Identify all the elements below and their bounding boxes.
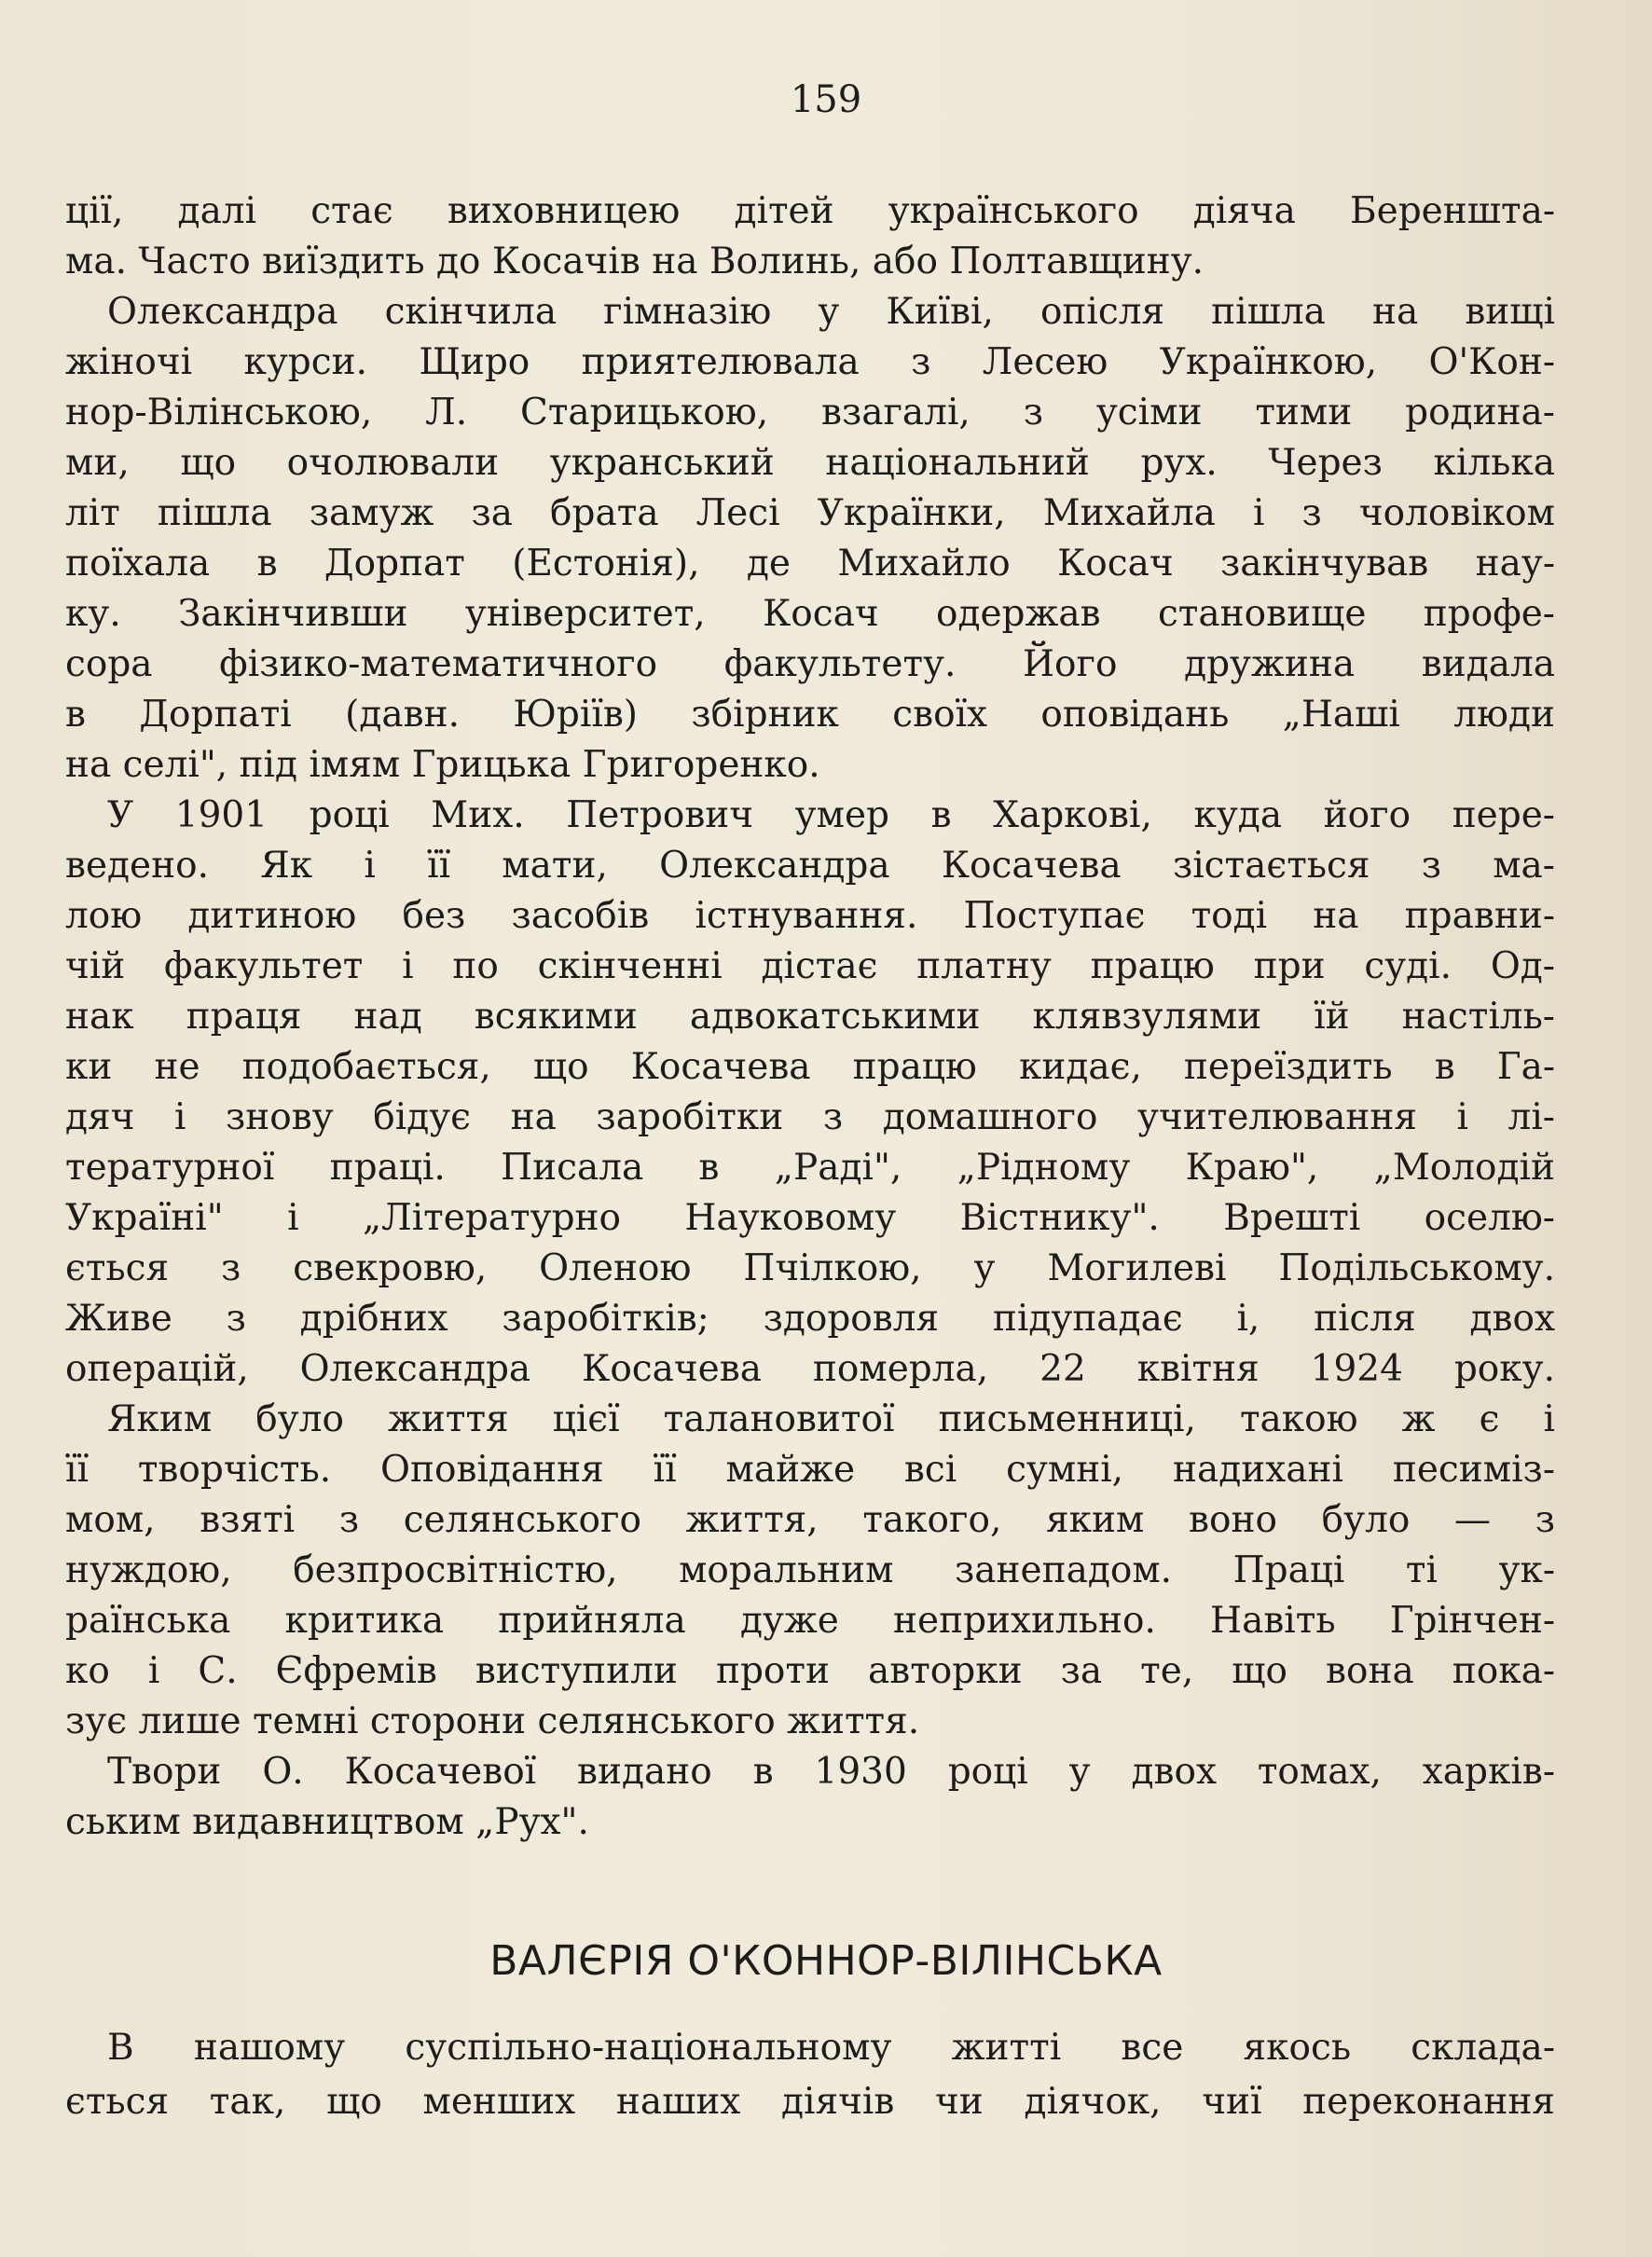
text-line: ється з свекровю, Оленою Пчілкою, у Могилеві Подільському. — [65, 1247, 1555, 1289]
text-line: В нашому суспільно-національному житті все якось склада- — [107, 2027, 1555, 2069]
text-line: Олександра скінчила гімназію у Київі, опісля пішла на вищі — [107, 291, 1555, 333]
text-line: ко і С. Єфремів виступили проти авторки за те, що вона пока- — [65, 1650, 1555, 1692]
page-number: 159 — [790, 78, 862, 121]
section-heading: ВАЛЄРІЯ О'КОННОР-ВІЛІНСЬКА — [489, 1937, 1163, 1985]
text-line: ку. Закінчивши університет, Косач одержав становище профе- — [65, 593, 1555, 635]
text-line: Твори О. Косачевої видано в 1930 році у двох томах, харків- — [107, 1751, 1555, 1793]
text-line: раїнська критика прийняла дуже неприхильно. Навіть Грінчен- — [65, 1600, 1555, 1642]
text-line: ється так, що менших наших діячів чи діячок, чиї переконання — [65, 2081, 1555, 2123]
text-line: ції, далі стає виховницею дітей українського діяча Беренштa- — [65, 190, 1555, 232]
text-line: Яким було життя цієї талановитої письменниці, такою ж є і — [107, 1398, 1555, 1440]
text-line: нуждою, безпросвітністю, моральним занепадом. Праці ті ук- — [65, 1549, 1555, 1591]
body-text-continued — [65, 2021, 1555, 2129]
text-line: лою дитиною без засобів істнування. Поступає тоді на правни- — [65, 895, 1555, 937]
text-line: операцій, Олександра Косачева померла, 22 квітня 1924 року. — [65, 1348, 1555, 1390]
text-line: ми, що очолювали укранський національний рух. Через кілька — [65, 442, 1555, 484]
text-line: Україні" і „Літературно Науковому Вістнику". Врешті оселю- — [65, 1197, 1555, 1239]
text-line: зує лише темні сторони селянського життя. — [65, 1700, 920, 1742]
text-line: на селі", під імям Грицька Григоренко. — [65, 744, 820, 786]
text-line: поїхала в Дорпат (Естонія), де Михайло Косач закінчував нау- — [65, 543, 1555, 585]
text-line: ським видавництвом „Рух". — [65, 1801, 589, 1843]
text-line: ведено. Як і її мати, Олександра Косачева зістається з ма- — [65, 845, 1555, 887]
text-line: ма. Часто виїздить до Косачів на Волинь, або Полтавщину. — [65, 241, 1205, 282]
text-line: У 1901 році Мих. Петрович умер в Харкові, куда його пере- — [107, 794, 1555, 836]
body-text — [65, 186, 1555, 1848]
text-line: літ пішла замуж за брата Лесі Українки, Михайла і з чоловіком — [65, 492, 1555, 534]
text-line: мом, взяті з селянського життя, такого, яким воно було — з — [65, 1499, 1555, 1541]
text-line: її творчість. Оповідання її майже всі сумні, надихані песиміз- — [65, 1449, 1555, 1491]
text-line: дяч і знову бідує на заробітки з домашного учителювання і лі- — [65, 1096, 1555, 1138]
text-line: Живе з дрібних заробітків; здоровля підупадає і, після двох — [65, 1298, 1555, 1340]
text-line: чій факультет і по скінченні дістає платну працю при суді. Од- — [65, 945, 1555, 987]
text-line: нак праця над всякими адвокатськими клявзулями їй настіль- — [65, 996, 1555, 1038]
text-line: в Дорпаті (давн. Юріїв) збірник своїх оповідань „Наші люди — [65, 694, 1555, 736]
text-line: жіночі курси. Щиро приятелювала з Лесею Українкою, О'Кон- — [65, 341, 1555, 383]
text-line: ки не подобається, що Косачева працю кидає, переїздить в Га- — [65, 1046, 1555, 1088]
text-line: тературної праці. Писала в „Раді", „Рідному Краю", „Молодій — [65, 1147, 1555, 1189]
text-line: нор-Вілінською, Л. Старицькою, взагалі, з усіми тими родина- — [65, 392, 1555, 434]
text-line: сора фізико-математичного факультету. Його дружина видала — [65, 643, 1555, 685]
